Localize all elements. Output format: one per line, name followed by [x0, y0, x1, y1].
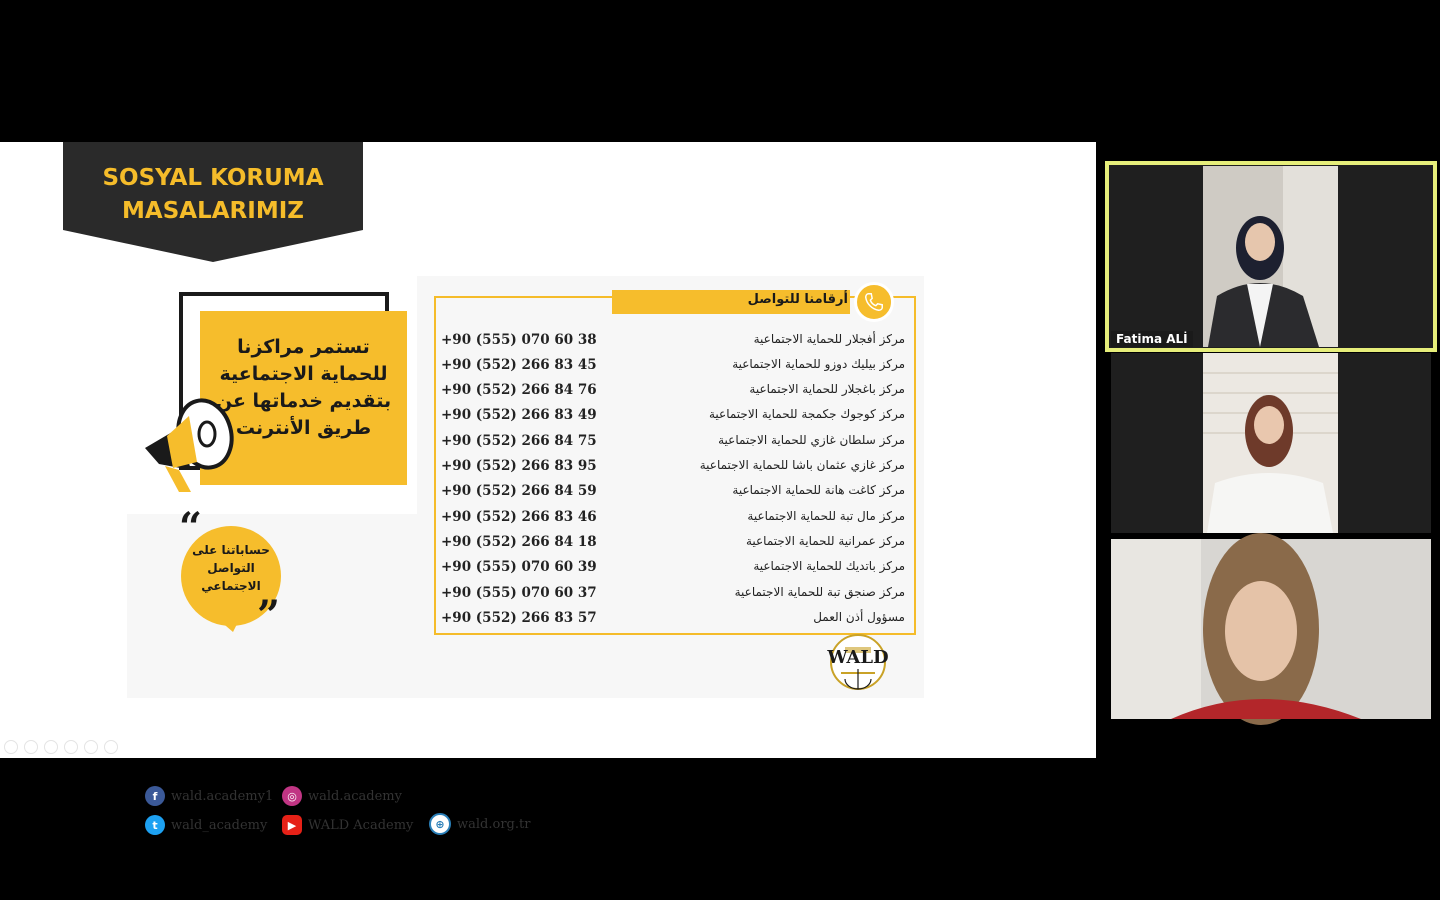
shared-slide — [0, 142, 1096, 833]
contact-name: مركز سلطان غازي للحماية الاجتماعية — [718, 433, 905, 447]
contact-name: مركز بيليك دوزو للحماية الاجتماعية — [732, 357, 905, 371]
social-instagram — [282, 786, 402, 806]
youtube-icon: ▶ — [282, 815, 302, 835]
pen-icon[interactable] — [44, 740, 58, 754]
contact-name: مركز باغجلار للحماية الاجتماعية — [749, 382, 905, 396]
globe-icon: ⊕ — [429, 813, 451, 835]
contact-row — [441, 456, 905, 481]
banner-line-1: SOSYAL KORUMA — [102, 165, 324, 191]
contact-phone: +90 (555) 070 60 39 — [441, 559, 597, 575]
contact-phone: +90 (552) 266 83 46 — [441, 509, 597, 525]
contact-row — [441, 583, 905, 608]
contact-name: مركز غازي عثمان باشا للحماية الاجتماعية — [699, 458, 905, 472]
contact-row — [441, 405, 905, 430]
contact-row — [441, 557, 905, 582]
slide-toolbar — [4, 740, 118, 754]
facebook-icon: f — [145, 786, 165, 806]
video-frame — [1203, 166, 1338, 347]
instagram-handle: wald.academy — [308, 788, 402, 804]
announcement-line: طريق الأنترنت — [235, 417, 372, 439]
bubble-line: الاجتماعي — [201, 579, 261, 593]
video-tile[interactable] — [1111, 353, 1431, 533]
contact-name: مركز أفجلار للحماية الاجتماعية — [753, 332, 905, 346]
contact-row — [441, 355, 905, 380]
participant-name-tag: Fatima ALİ — [1111, 331, 1193, 347]
title-banner — [63, 142, 363, 262]
video-tile-active[interactable] — [1107, 163, 1435, 350]
more-options-icon[interactable] — [104, 740, 118, 754]
contact-row — [441, 507, 905, 532]
next-slide-icon[interactable] — [24, 740, 38, 754]
announcement-line: تستمر مراكزنا — [237, 336, 370, 358]
participant-video — [1111, 539, 1431, 719]
contact-row — [441, 608, 905, 633]
contact-name: مركز صنجق تبة للحماية الاجتماعية — [734, 585, 905, 599]
participant-video — [1203, 353, 1338, 533]
twitter-icon: t — [145, 815, 165, 835]
video-frame — [1203, 353, 1338, 533]
contact-phone: +90 (555) 070 60 38 — [441, 332, 597, 348]
contact-phone: +90 (552) 266 84 75 — [441, 433, 597, 449]
social-facebook — [145, 786, 273, 806]
banner-title — [63, 162, 363, 228]
banner-line-2: MASALARIMIZ — [122, 198, 304, 224]
bubble-text — [177, 541, 285, 595]
video-tile[interactable] — [1111, 539, 1431, 719]
bubble-line: التواصل — [207, 561, 255, 575]
contact-name: مركز كوجوك جكمجة للحماية الاجتماعية — [709, 407, 905, 421]
announcement-line: للحماية الاجتماعية — [219, 363, 388, 385]
contact-row — [441, 481, 905, 506]
close-quote-icon: ” — [257, 592, 281, 639]
contact-row — [441, 380, 905, 405]
phone-icon — [854, 282, 894, 322]
contact-name: مركز مال تبة للحماية الاجتماعية — [747, 509, 905, 523]
instagram-icon: ◎ — [282, 786, 302, 806]
contact-name: مركز عمرانية للحماية الاجتماعية — [745, 534, 905, 548]
contact-phone: +90 (552) 266 83 45 — [441, 357, 597, 373]
previous-slide-icon[interactable] — [4, 740, 18, 754]
contact-phone: +90 (552) 266 83 57 — [441, 610, 597, 626]
social-twitter — [145, 815, 267, 835]
megaphone-icon — [139, 388, 239, 488]
contact-name: مسؤول أذن العمل — [813, 610, 905, 624]
bubble-line: حساباتنا على — [192, 543, 270, 557]
info-panel — [127, 276, 924, 833]
social-youtube — [282, 815, 413, 835]
contact-phone: +90 (552) 266 84 59 — [441, 483, 597, 499]
participant-video — [1203, 166, 1338, 347]
twitter-handle: wald_academy — [171, 817, 268, 833]
contacts-title: أرقامنا للتواصل — [747, 292, 848, 307]
contact-phone: +90 (552) 266 84 76 — [441, 382, 597, 398]
contact-row — [441, 330, 905, 355]
zoom-icon[interactable] — [84, 740, 98, 754]
contact-phone: +90 (552) 266 84 18 — [441, 534, 597, 550]
website-url: wald.org.tr — [457, 816, 531, 832]
open-quote-icon: “ — [179, 504, 203, 551]
facebook-handle: wald.academy1 — [171, 788, 274, 804]
contact-name: مركز باتديك للحماية الاجتماعية — [753, 559, 905, 573]
contact-phone: +90 (552) 266 83 95 — [441, 458, 597, 474]
logo-text: WALD — [827, 647, 889, 668]
social-website — [429, 813, 530, 835]
contact-name: مركز كاغت هانة للحماية الاجتماعية — [732, 483, 905, 497]
contact-row — [441, 532, 905, 557]
contact-phone: +90 (552) 266 83 49 — [441, 407, 597, 423]
contact-row — [441, 431, 905, 456]
contact-phone: +90 (555) 070 60 37 — [441, 585, 597, 601]
slides-icon[interactable] — [64, 740, 78, 754]
announcement-line: بتقديم خدماتها عن — [215, 390, 392, 412]
youtube-handle: WALD Academy — [308, 817, 414, 833]
wald-logo — [825, 633, 891, 691]
